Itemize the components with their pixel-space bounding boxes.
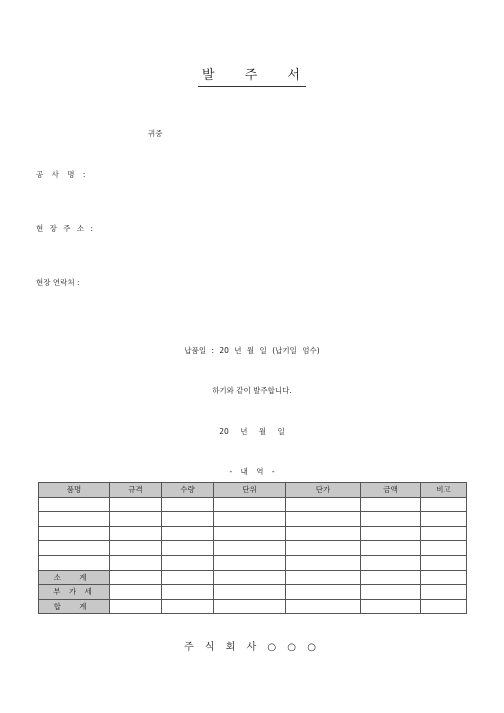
table-cell[interactable]	[361, 570, 421, 585]
table-cell[interactable]	[214, 599, 286, 614]
table-row	[39, 512, 467, 527]
table-cell[interactable]	[214, 555, 286, 570]
table-cell[interactable]	[110, 585, 162, 600]
header-unit-price: 단가	[286, 483, 361, 498]
table-cell[interactable]	[361, 555, 421, 570]
table-cell[interactable]	[39, 526, 110, 541]
table-cell[interactable]	[421, 497, 467, 512]
table-cell[interactable]	[286, 497, 361, 512]
delivery-date-line: 납품일 : 20 년 월 일 (납기일 엄수)	[184, 346, 320, 355]
table-cell[interactable]	[39, 541, 110, 556]
table-cell[interactable]	[214, 541, 286, 556]
document-title: 발 주 서	[198, 64, 306, 87]
company-name: 주 식 회 사 ○ ○ ○	[184, 642, 320, 653]
site-contact-label: 현장 연락처 :	[36, 278, 80, 287]
header-quantity: 수량	[162, 483, 214, 498]
table-cell[interactable]	[162, 599, 214, 614]
table-row	[39, 555, 467, 570]
table-cell[interactable]	[110, 526, 162, 541]
table-row	[39, 497, 467, 512]
table-cell[interactable]	[361, 512, 421, 527]
table-header-row	[39, 483, 467, 498]
total-label: 합 계	[39, 599, 110, 614]
table-cell[interactable]	[286, 585, 361, 600]
vat-label: 부 가 세	[39, 585, 110, 600]
addressee-label: 귀중	[148, 129, 163, 138]
details-heading: - 내 역 -	[229, 467, 275, 476]
table-cell[interactable]	[214, 570, 286, 585]
table-cell[interactable]	[110, 599, 162, 614]
table-cell[interactable]	[421, 526, 467, 541]
table-cell[interactable]	[162, 512, 214, 527]
table-cell[interactable]	[39, 512, 110, 527]
site-address-label: 현 장 주 소 :	[36, 224, 96, 233]
subtotal-label: 소 계	[39, 570, 110, 585]
header-unit: 단위	[214, 483, 286, 498]
table-cell[interactable]	[110, 555, 162, 570]
total-row	[39, 599, 467, 614]
table-cell[interactable]	[286, 599, 361, 614]
order-note: 하기와 같이 발주합니다.	[212, 386, 292, 395]
header-spec: 규격	[110, 483, 162, 498]
table-cell[interactable]	[421, 555, 467, 570]
header-item-name: 품명	[39, 483, 110, 498]
table-cell[interactable]	[214, 585, 286, 600]
table-cell[interactable]	[286, 512, 361, 527]
table-cell[interactable]	[162, 541, 214, 556]
table-cell[interactable]	[286, 526, 361, 541]
header-amount: 금액	[361, 483, 421, 498]
table-cell[interactable]	[162, 555, 214, 570]
table-cell[interactable]	[286, 541, 361, 556]
table-cell[interactable]	[286, 555, 361, 570]
project-name-label: 공 사 명 :	[36, 170, 89, 179]
table-row	[39, 526, 467, 541]
table-row	[39, 541, 467, 556]
table-cell[interactable]	[286, 570, 361, 585]
table-cell[interactable]	[421, 599, 467, 614]
table-cell[interactable]	[361, 526, 421, 541]
table-cell[interactable]	[421, 541, 467, 556]
table-cell[interactable]	[162, 526, 214, 541]
header-remarks: 비고	[421, 483, 467, 498]
order-items-table	[38, 482, 467, 614]
vat-row	[39, 585, 467, 600]
table-cell[interactable]	[110, 497, 162, 512]
table-cell[interactable]	[361, 541, 421, 556]
table-cell[interactable]	[162, 497, 214, 512]
table-cell[interactable]	[421, 585, 467, 600]
table-cell[interactable]	[39, 497, 110, 512]
table-cell[interactable]	[162, 570, 214, 585]
table-cell[interactable]	[162, 585, 214, 600]
table-cell[interactable]	[214, 497, 286, 512]
order-date-line: 20 년 월 일	[219, 427, 285, 436]
table-cell[interactable]	[214, 526, 286, 541]
table-cell[interactable]	[214, 512, 286, 527]
table-cell[interactable]	[361, 497, 421, 512]
table-cell[interactable]	[110, 570, 162, 585]
table-cell[interactable]	[110, 541, 162, 556]
table-cell[interactable]	[39, 555, 110, 570]
table-cell[interactable]	[110, 512, 162, 527]
table-cell[interactable]	[421, 570, 467, 585]
table-cell[interactable]	[361, 585, 421, 600]
subtotal-row	[39, 570, 467, 585]
table-cell[interactable]	[361, 599, 421, 614]
table-cell[interactable]	[421, 512, 467, 527]
